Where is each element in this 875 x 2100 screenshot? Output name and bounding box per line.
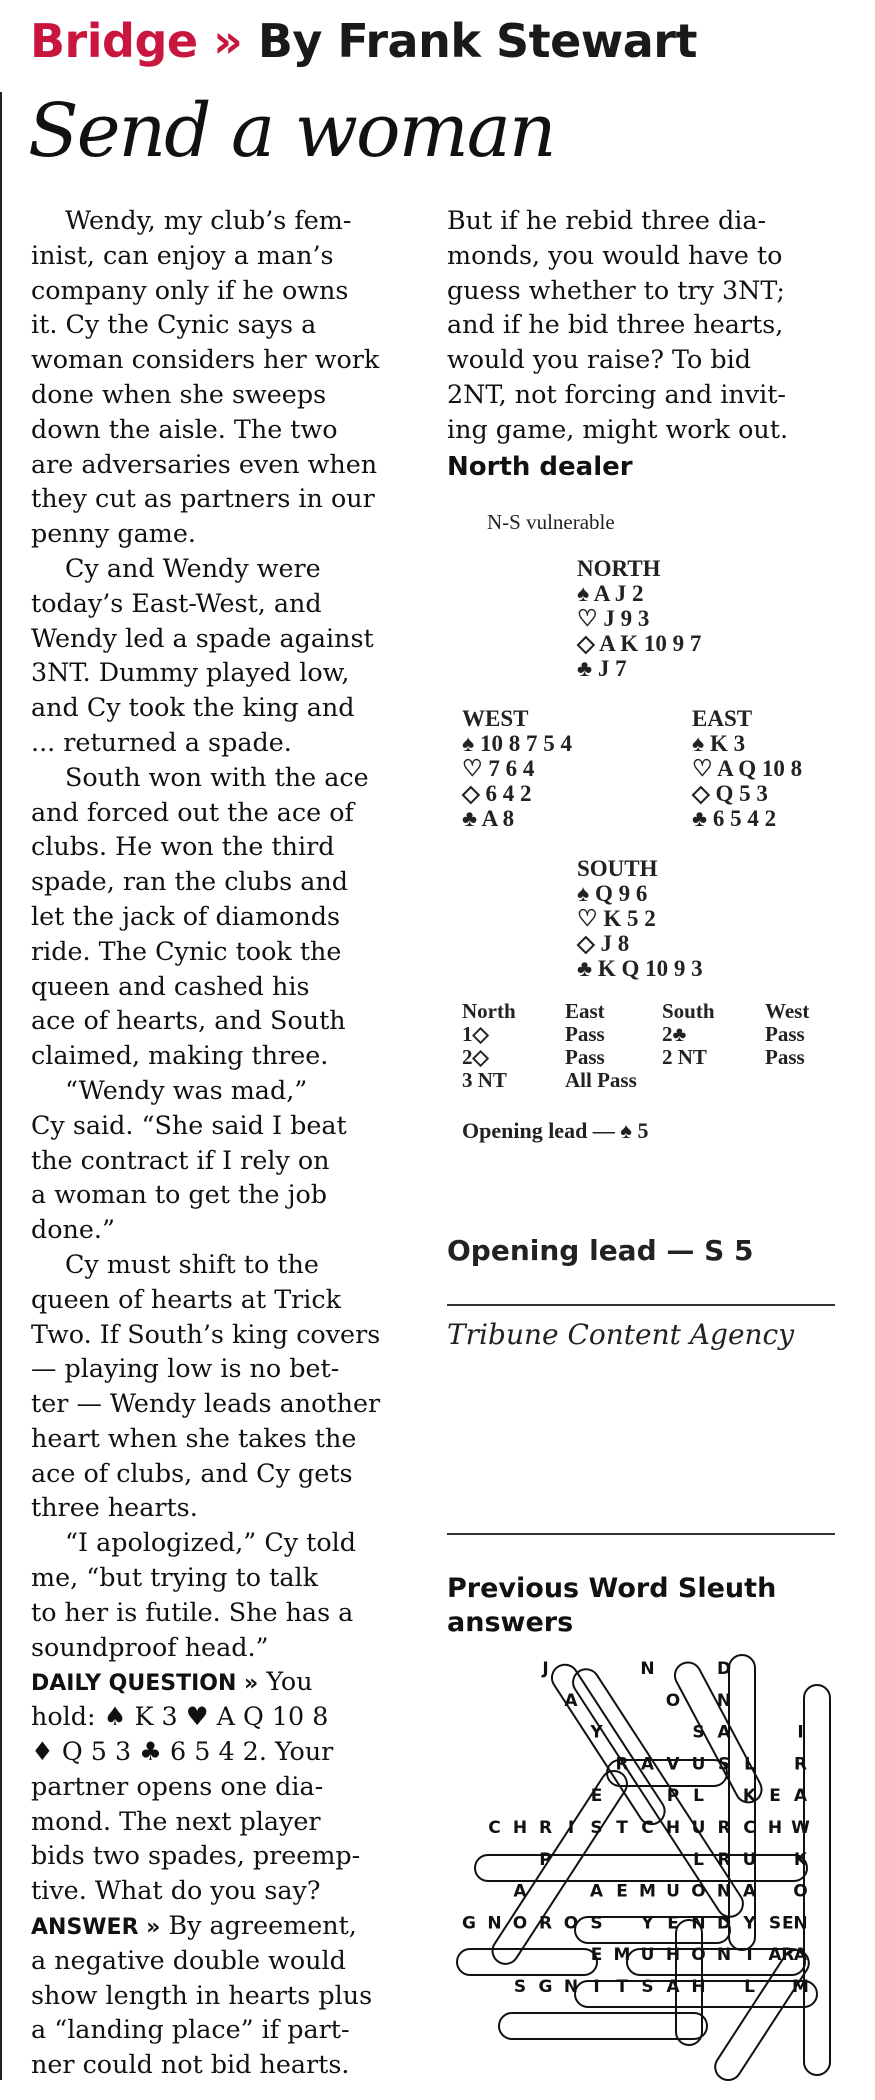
grid-letter: S bbox=[692, 1722, 705, 1743]
text-line: ner could not bid hearts. bbox=[31, 2049, 350, 2080]
auction-cell: North bbox=[462, 999, 516, 1023]
text-line: done.” bbox=[31, 1214, 115, 1245]
grid-letter: G bbox=[462, 1913, 476, 1934]
text-line: Two. If South’s king covers bbox=[31, 1318, 381, 1349]
grid-letter: R bbox=[781, 1945, 795, 1966]
auction-south bbox=[662, 1000, 762, 1069]
grid-letter: S bbox=[641, 1977, 654, 1997]
grid-letter: L bbox=[744, 1977, 755, 1997]
grid-letter: E bbox=[769, 1786, 781, 1807]
grid-letter: S bbox=[717, 1754, 731, 1775]
grid-letter: O bbox=[691, 1945, 706, 1966]
bridge-diagram bbox=[447, 500, 847, 1160]
hand-label: EAST bbox=[692, 706, 753, 731]
grid-letter: R bbox=[538, 1818, 553, 1838]
dealer-heading: North dealer bbox=[447, 452, 633, 482]
grid-letter: I bbox=[567, 1818, 575, 1838]
text-line: down the aisle. The two bbox=[31, 413, 338, 444]
grid-letter: H bbox=[665, 1945, 681, 1966]
diamonds: ◇ A K 10 9 7 bbox=[577, 631, 702, 656]
left-column-rule bbox=[0, 92, 2, 2080]
text-line: and Cy took the king and bbox=[31, 692, 355, 723]
grid-letter: A bbox=[640, 1754, 655, 1775]
grid-letter: Y bbox=[641, 1913, 654, 1934]
text-line: would you raise? To bid bbox=[447, 344, 751, 375]
text-line: me, “but trying to talk bbox=[31, 1562, 318, 1593]
auction-cell: Pass bbox=[565, 1045, 605, 1069]
grid-letter: N bbox=[716, 1690, 732, 1711]
diamonds: ◇ J 8 bbox=[577, 931, 630, 956]
grid-letter: R bbox=[538, 1913, 553, 1934]
grid-letter: Y bbox=[743, 1913, 756, 1934]
hearts: ♡ J 9 3 bbox=[577, 606, 650, 631]
grid-letter: E bbox=[590, 1945, 603, 1966]
title-line: Previous Word Sleuth bbox=[447, 1573, 777, 1604]
grid-letter: N bbox=[691, 1913, 706, 1934]
grid-letter: I bbox=[593, 1977, 600, 1997]
grid-letter: A bbox=[666, 1977, 680, 1997]
text-line: South won with the ace bbox=[65, 761, 369, 792]
text-line: ing game, might work out. bbox=[447, 413, 789, 444]
answer-label: ANSWER » bbox=[31, 1915, 161, 1941]
text-line: queen of hearts at Trick bbox=[31, 1283, 342, 1314]
text-line: three hearts. bbox=[31, 1492, 198, 1523]
hand-label: SOUTH bbox=[577, 856, 658, 881]
grid-letter: A bbox=[717, 1722, 731, 1743]
answer-loops bbox=[457, 1655, 830, 2085]
text-line: are adversaries even when bbox=[31, 448, 378, 479]
grid-letter: U bbox=[742, 1849, 757, 1870]
auction-cell: West bbox=[765, 999, 810, 1023]
grid-letter: G bbox=[538, 1977, 553, 1997]
text-line: clubs. He won the third bbox=[31, 831, 335, 862]
spades: ♠ Q 9 6 bbox=[577, 881, 648, 906]
word-sleuth-title bbox=[447, 1572, 776, 1640]
daily-question-label: DAILY QUESTION » bbox=[31, 1671, 259, 1697]
answer-line bbox=[31, 1908, 426, 1943]
text-line: ter — Wendy leads another bbox=[31, 1388, 381, 1419]
grid-letter: N bbox=[716, 1881, 732, 1902]
text-line: guess whether to try 3NT; bbox=[447, 274, 785, 305]
text-line: ride. The Cynic took the bbox=[31, 935, 342, 966]
word-sleuth-grid bbox=[447, 1650, 847, 2085]
grid-letter: N bbox=[487, 1913, 502, 1934]
grid-letter: O bbox=[793, 1881, 808, 1902]
grid-letter: U bbox=[640, 1945, 655, 1966]
text-line: 3NT. Dummy played low, bbox=[31, 657, 350, 688]
text-line: ace of clubs, and Cy gets bbox=[31, 1457, 353, 1488]
grid-letter: C bbox=[743, 1818, 756, 1838]
column-right bbox=[447, 203, 847, 447]
grid-letter: T bbox=[616, 1818, 628, 1838]
auction-cell: Pass bbox=[765, 1022, 805, 1046]
grid-letter: M bbox=[613, 1945, 631, 1966]
grid-letter: U bbox=[666, 1881, 680, 1902]
grid-letter: M bbox=[639, 1881, 656, 1902]
auction-cell: 2 NT bbox=[662, 1045, 707, 1069]
grid-letter: L bbox=[693, 1786, 704, 1807]
text-line: 2NT, not forcing and invit- bbox=[447, 378, 787, 409]
grid-letter: S bbox=[513, 1977, 527, 1997]
grid-letter: A bbox=[793, 1945, 808, 1966]
grid-letter: N bbox=[640, 1659, 655, 1679]
grid-letter: A bbox=[768, 1945, 782, 1966]
text-line: “I apologized,” Cy told bbox=[65, 1527, 357, 1558]
text-line: But if he rebid three dia- bbox=[447, 205, 767, 235]
text-line: bids two spades, preemp- bbox=[31, 1840, 361, 1871]
grid-letter: K bbox=[742, 1786, 757, 1807]
grid-letter: R bbox=[717, 1849, 731, 1870]
text-line: soundproof head.” bbox=[31, 1631, 269, 1662]
text-line: show length in hearts plus bbox=[31, 1979, 373, 2010]
spades: ♠ 10 8 7 5 4 bbox=[462, 731, 572, 756]
grid-letter: S bbox=[590, 1913, 603, 1934]
headline: Send a woman bbox=[28, 88, 555, 174]
text-line: today’s East-West, and bbox=[31, 587, 322, 618]
grid-letter: P bbox=[539, 1849, 552, 1870]
south-hand bbox=[577, 856, 703, 981]
grid-letter: E bbox=[781, 1913, 794, 1934]
text-line: ace of hearts, and South bbox=[31, 1005, 346, 1036]
text-line: “Wendy was mad,” bbox=[65, 1074, 308, 1105]
auction-north bbox=[462, 1000, 562, 1092]
grid-letter: U bbox=[691, 1818, 706, 1838]
text-line: Wendy, my club’s fem- bbox=[65, 205, 352, 235]
grid-letter: S bbox=[768, 1913, 782, 1934]
grid-letter: I bbox=[797, 1722, 804, 1743]
grid-letter: A bbox=[513, 1881, 527, 1902]
text-line: company only if he owns bbox=[31, 274, 349, 305]
grid-letter: T bbox=[616, 1977, 628, 1997]
text-line: it. Cy the Cynic says a bbox=[31, 309, 317, 340]
hearts: ♡ A Q 10 8 bbox=[692, 756, 803, 781]
grid-letter: O bbox=[691, 1881, 706, 1902]
credit-line: Tribune Content Agency bbox=[447, 1318, 795, 1351]
grid-letter: O bbox=[563, 1913, 579, 1934]
auction-cell: Pass bbox=[765, 1045, 805, 1069]
opening-lead-caption: Opening lead — S 5 bbox=[447, 1234, 754, 1267]
text-line: and forced out the ace of bbox=[31, 796, 354, 827]
grid-letter: D bbox=[716, 1659, 732, 1679]
text-line: ... returned a spade. bbox=[31, 726, 292, 757]
text-line: hold: ♠ K 3 ♥ A Q 10 8 bbox=[31, 1701, 329, 1732]
daily-question-text: You bbox=[258, 1666, 313, 1697]
auction-cell: 1◇ bbox=[462, 1022, 489, 1046]
hearts: ♡ K 5 2 bbox=[577, 906, 656, 931]
grid-letter: S bbox=[590, 1818, 603, 1838]
grid-letter: H bbox=[691, 1977, 706, 1997]
grid-letter: H bbox=[512, 1818, 528, 1838]
text-line: a negative double would bbox=[31, 1944, 346, 1975]
grid-letter: M bbox=[792, 1977, 809, 1997]
north-hand bbox=[577, 556, 701, 681]
divider bbox=[447, 1533, 835, 1535]
grid-letter: H bbox=[767, 1818, 783, 1838]
grid-letter: O bbox=[512, 1913, 528, 1934]
auction-east bbox=[565, 1000, 665, 1092]
auction-cell: All Pass bbox=[565, 1068, 637, 1092]
text-line: — playing low is no bet- bbox=[31, 1353, 340, 1384]
text-line: ♦ Q 5 3 ♣ 6 5 4 2. Your bbox=[31, 1736, 334, 1767]
text-line: heart when she takes the bbox=[31, 1422, 357, 1453]
auction-cell: Pass bbox=[565, 1022, 605, 1046]
text-line: mond. The next player bbox=[31, 1805, 321, 1836]
auction-cell: South bbox=[662, 999, 715, 1023]
grid-letter: N bbox=[716, 1945, 732, 1966]
grid-letter: H bbox=[665, 1818, 681, 1838]
grid-letter: A bbox=[564, 1690, 578, 1711]
text-line: to her is futile. She has a bbox=[31, 1596, 354, 1627]
answer-text: By agreement, bbox=[160, 1910, 357, 1941]
text-line: and if he bid three hearts, bbox=[447, 309, 784, 340]
clubs: ♣ J 7 bbox=[577, 656, 627, 681]
grid-letter: L bbox=[693, 1849, 704, 1870]
diagram-opening-lead: Opening lead — ♠ 5 bbox=[462, 1118, 649, 1143]
grid-letter: A bbox=[589, 1881, 604, 1902]
hand-label: WEST bbox=[462, 706, 529, 731]
clubs: ♣ 6 5 4 2 bbox=[692, 806, 777, 831]
text-line: monds, you would have to bbox=[447, 239, 783, 270]
text-line: inist, can enjoy a man’s bbox=[31, 239, 334, 270]
text-line: let the jack of diamonds bbox=[31, 900, 341, 931]
spades: ♠ K 3 bbox=[692, 731, 746, 756]
grid-letter: Y bbox=[590, 1722, 603, 1743]
vulnerability: N-S vulnerable bbox=[487, 510, 615, 534]
diamonds: ◇ Q 5 3 bbox=[692, 781, 768, 806]
text-line: done when she sweeps bbox=[31, 378, 327, 409]
grid-letter: U bbox=[691, 1754, 706, 1775]
hand-label: NORTH bbox=[577, 556, 661, 581]
text-line: tive. What do you say? bbox=[31, 1875, 321, 1906]
grid-letter: A bbox=[793, 1786, 808, 1807]
text-line: woman considers her work bbox=[31, 344, 380, 375]
text-line: Wendy led a spade against bbox=[31, 622, 374, 653]
grid-letter: C bbox=[488, 1818, 501, 1838]
column-left bbox=[31, 203, 426, 2082]
auction-west bbox=[765, 1000, 865, 1069]
grid-letter: D bbox=[716, 1913, 732, 1934]
diamonds: ◇ 6 4 2 bbox=[462, 781, 532, 806]
grid-letter: A bbox=[742, 1881, 757, 1902]
text-line: claimed, making three. bbox=[31, 1040, 329, 1071]
spades: ♠ A J 2 bbox=[577, 581, 644, 606]
title-line: answers bbox=[447, 1607, 574, 1638]
grid-letter: R bbox=[793, 1754, 808, 1775]
grid-letter: I bbox=[746, 1945, 753, 1966]
grid-letter: R bbox=[717, 1818, 731, 1838]
grid-letter: L bbox=[744, 1754, 755, 1775]
east-hand bbox=[692, 706, 802, 831]
text-line: the contract if I rely on bbox=[31, 1144, 330, 1175]
clubs: ♣ A 8 bbox=[462, 806, 515, 831]
grid-letter: E bbox=[667, 1913, 679, 1934]
daily-question-line bbox=[31, 1664, 426, 1699]
grid-letter: N bbox=[563, 1977, 579, 1997]
text-line: they cut as partners in our bbox=[31, 483, 375, 514]
grid-letter: C bbox=[641, 1818, 654, 1838]
text-line: a woman to get the job bbox=[31, 1179, 328, 1210]
text-line: a “landing place” if part- bbox=[31, 2014, 350, 2045]
letters bbox=[462, 1659, 810, 1997]
hearts: ♡ 7 6 4 bbox=[462, 756, 535, 781]
grid-letter: P bbox=[666, 1786, 680, 1807]
text-line: partner opens one dia- bbox=[31, 1770, 324, 1801]
grid-letter: E bbox=[616, 1881, 628, 1902]
grid-letter: N bbox=[793, 1913, 808, 1934]
auction-cell: 2◇ bbox=[462, 1045, 489, 1069]
grid-letter: K bbox=[793, 1849, 808, 1870]
west-hand bbox=[462, 706, 572, 831]
text-line: Cy must shift to the bbox=[65, 1248, 319, 1279]
grid-letter: O bbox=[665, 1690, 681, 1711]
text-line: Cy said. “She said I beat bbox=[31, 1109, 347, 1140]
grid-letter: V bbox=[666, 1754, 680, 1775]
auction-cell: 2♣ bbox=[662, 1022, 687, 1046]
page-header bbox=[30, 14, 697, 68]
grid-letter: R bbox=[615, 1754, 629, 1775]
text-line: spade, ran the clubs and bbox=[31, 866, 348, 897]
auction-cell: East bbox=[565, 999, 605, 1023]
grid-letter: W bbox=[791, 1818, 810, 1838]
text-line: penny game. bbox=[31, 518, 196, 549]
divider bbox=[447, 1304, 835, 1306]
grid-letter: E bbox=[590, 1786, 603, 1807]
text-line: Cy and Wendy were bbox=[65, 552, 321, 583]
auction-cell: 3 NT bbox=[462, 1068, 507, 1092]
section-name: Bridge » bbox=[30, 14, 243, 68]
grid-letter: J bbox=[542, 1659, 549, 1679]
byline: By Frank Stewart bbox=[257, 14, 697, 68]
clubs: ♣ K Q 10 9 3 bbox=[577, 956, 703, 981]
text-line: queen and cashed his bbox=[31, 970, 310, 1001]
